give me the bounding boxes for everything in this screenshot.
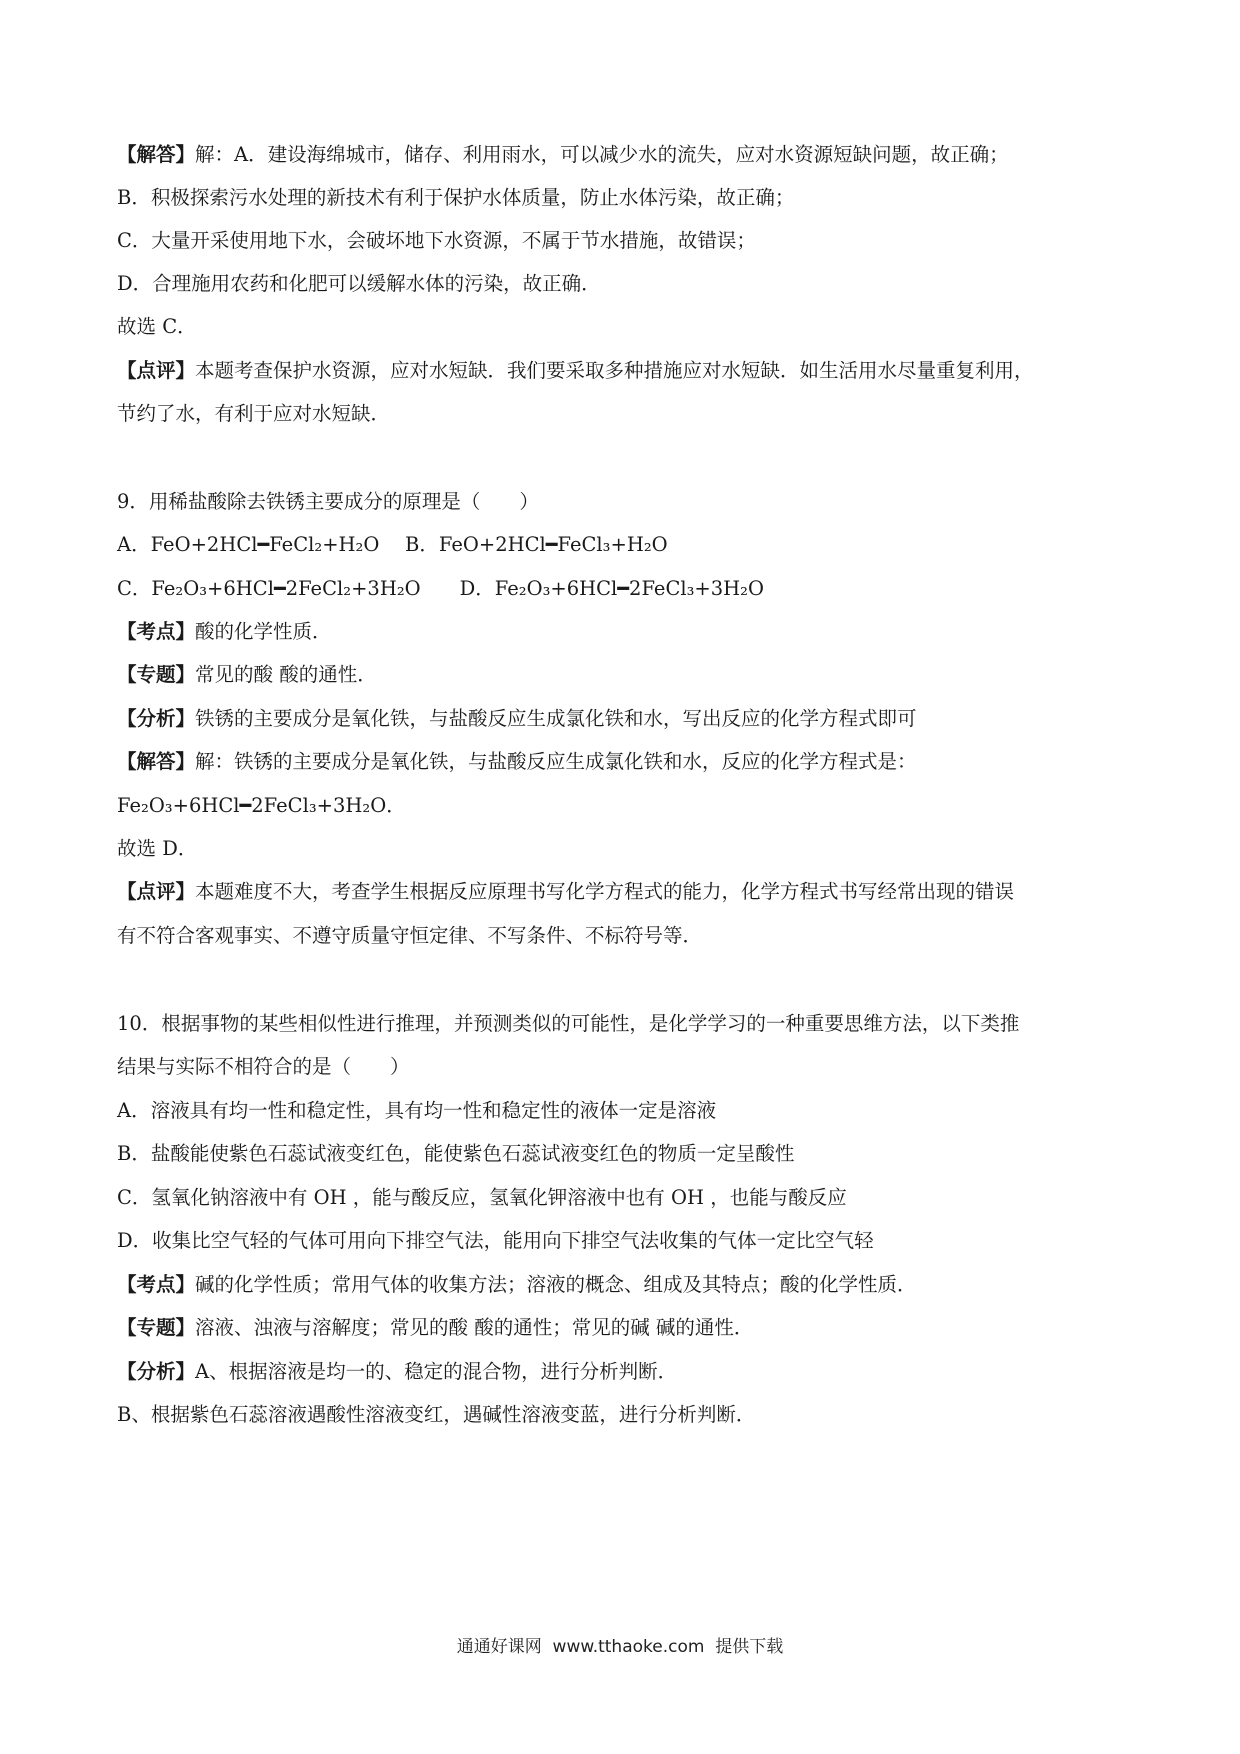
kaodian-text: 碱的化学性质；常用气体的收集方法；溶液的概念、组成及其特点；酸的化学性质． bbox=[195, 1273, 917, 1296]
q9-options-ab: A．FeO+2HCl━FeCl₂+H₂O B．FeO+2HCl━FeCl₃+H₂O bbox=[117, 533, 668, 556]
comment-line-1 bbox=[117, 356, 1127, 386]
comment-line-2: 节约了水，有利于应对水短缺． bbox=[117, 402, 391, 425]
q9-jieda bbox=[117, 747, 1127, 777]
kaodian-text: 酸的化学性质． bbox=[195, 620, 332, 643]
choice-line: 故选 C． bbox=[117, 315, 197, 338]
q9-zhuanti bbox=[117, 660, 1127, 690]
q10-option-b: B．盐酸能使紫色石蕊试液变红色，能使紫色石蕊试液变红色的物质一定呈酸性 bbox=[117, 1142, 795, 1165]
answer-line-b: B．积极探索污水处理的新技术有利于保护水体质量，防止水体污染，故正确； bbox=[117, 186, 795, 209]
fenxi-text: 铁锈的主要成分是氧化铁，与盐酸反应生成氯化铁和水，写出反应的化学方程式即可 bbox=[195, 707, 917, 730]
q10-fenxi-b: B、根据紫色石蕊溶液遇酸性溶液变红，遇碱性溶液变蓝，进行分析判断． bbox=[117, 1403, 756, 1426]
zhuanti-text: 常见的酸 酸的通性． bbox=[195, 663, 377, 686]
answer-line-a bbox=[117, 140, 1127, 170]
answer-text: 解：A．建设海绵城市，储存、利用雨水，可以减少水的流失，应对水资源短缺问题，故正确； bbox=[195, 143, 1009, 166]
q9-kaodian bbox=[117, 617, 1127, 647]
zhuanti-text: 溶液、浊液与溶解度；常见的酸 酸的通性；常见的碱 碱的通性． bbox=[195, 1316, 754, 1339]
comment-tag: 【点评】 bbox=[117, 880, 196, 903]
q9-comment-2: 有不符合客观事实、不遵守质量守恒定律、不写条件、不标符号等． bbox=[117, 924, 703, 947]
q9-equation: Fe₂O₃+6HCl━2FeCl₃+3H₂O． bbox=[117, 794, 406, 817]
q9-choice: 故选 D． bbox=[117, 837, 198, 860]
fenxi-tag: 【分析】 bbox=[117, 1360, 196, 1383]
comment-text: 本题考查保护水资源，应对水短缺．我们要采取多种措施应对水短缺．如生活用水尽量重复利用， bbox=[195, 359, 1034, 382]
q10-kaodian bbox=[117, 1270, 1127, 1300]
answer-line-d: D．合理施用农药和化肥可以缓解水体的污染，故正确． bbox=[117, 272, 601, 295]
q10-option-c: C．氢氧化钠溶液中有 OH ，能与酸反应，氢氧化钾溶液中也有 OH ，也能与酸反应 bbox=[117, 1186, 847, 1209]
answer-tag: 【解答】 bbox=[117, 143, 196, 166]
zhuanti-tag: 【专题】 bbox=[117, 1316, 196, 1339]
jieda-text: 解：铁锈的主要成分是氧化铁，与盐酸反应生成氯化铁和水，反应的化学方程式是： bbox=[195, 750, 917, 773]
q10-stem-2: 结果与实际不相符合的是（ ） bbox=[117, 1055, 410, 1078]
q9-stem: 9．用稀盐酸除去铁锈主要成分的原理是（ ） bbox=[117, 490, 539, 513]
comment-text: 本题难度不大，考查学生根据反应原理书写化学方程式的能力，化学方程式书写经常出现的错误 bbox=[195, 880, 1015, 903]
q10-fenxi bbox=[117, 1357, 1127, 1387]
fenxi-tag: 【分析】 bbox=[117, 707, 196, 730]
q9-comment-1 bbox=[117, 877, 1127, 907]
comment-tag: 【点评】 bbox=[117, 359, 196, 382]
fenxi-text: A、根据溶液是均一的、稳定的混合物，进行分析判断． bbox=[195, 1360, 678, 1383]
q10-zhuanti bbox=[117, 1313, 1127, 1343]
q9-fenxi bbox=[117, 704, 1127, 734]
jieda-tag: 【解答】 bbox=[117, 750, 196, 773]
zhuanti-tag: 【专题】 bbox=[117, 663, 196, 686]
q10-option-d: D．收集比空气轻的气体可用向下排空气法，能用向下排空气法收集的气体一定比空气轻 bbox=[117, 1229, 874, 1252]
kaodian-tag: 【考点】 bbox=[117, 1273, 196, 1296]
q10-stem-1: 10．根据事物的某些相似性进行推理，并预测类似的可能性，是化学学习的一种重要思维方法，以下类推 bbox=[117, 1012, 1020, 1035]
answer-line-c: C．大量开采使用地下水，会破坏地下水资源，不属于节水措施，故错误； bbox=[117, 229, 756, 252]
page-footer: 通通好课网 www.tthaoke.com 提供下载 bbox=[456, 1637, 784, 1657]
q9-options-cd: C．Fe₂O₃+6HCl━2FeCl₂+3H₂O D．Fe₂O₃+6HCl━2FeCl₃+3H₂O bbox=[117, 577, 764, 600]
q10-option-a: A．溶液具有均一性和稳定性，具有均一性和稳定性的液体一定是溶液 bbox=[117, 1099, 717, 1122]
kaodian-tag: 【考点】 bbox=[117, 620, 196, 643]
